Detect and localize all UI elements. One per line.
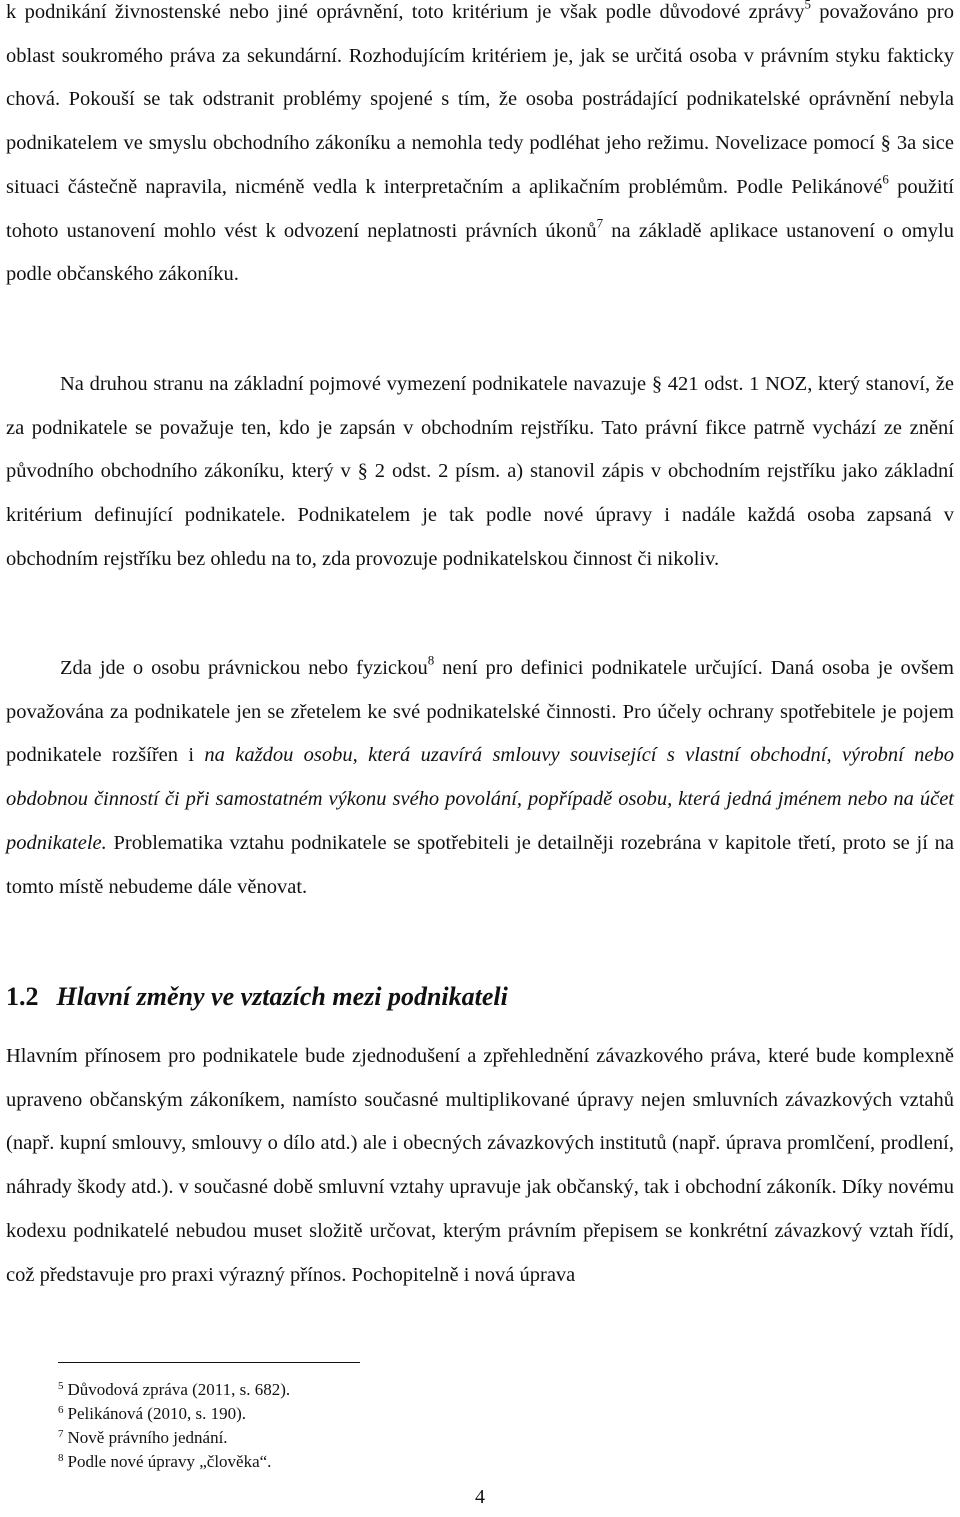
footnote-reference: 6 — [882, 171, 889, 187]
text-run: použití tohoto ustanovení mohlo vést k odvození neplatnosti právních úkonů — [6, 175, 955, 242]
text-run: Na druhou stranu na základní pojmové vymezení podnikatele navazuje § 421 odst. 1 NOZ, který stanoví, že za podnikatele se považuje ten, kdo je zapsán v obchodním rejstříku. Tato právní fikce patrně vychází ze znění původního obchodního zákoníku, který v § 2 odst. 2 písm. a) stanovil zápis v obchodním rejstříku jako základní kritérium definující podnikatele. Podnikatelem je tak podle nové úpravy i nadále každá osoba zapsaná v obchodním rejstříku bez ohledu na to, zda provozuje podnikatelskou činnost či nikoliv. — [6, 373, 954, 570]
text-run: na základě aplikace ustanovení o omylu podle občanského zákoníku. — [6, 219, 954, 286]
paragraph-2 — [6, 363, 954, 582]
footnote-reference: 8 — [427, 652, 435, 668]
footnote-text: Důvodová zpráva (2011, s. 682). — [67, 1380, 291, 1399]
paragraph-3 — [6, 647, 954, 909]
footnote-8 — [58, 1451, 271, 1472]
text-run: Hlavním přínosem pro podnikatele bude zjednodušení a zpřehlednění závazkového práva, které bude komplexně upraveno občanským zákoníkem, namísto současné multiplikované úpravy nejen smluvních závazkových vztahů (např. kupní smlouvy, smlouvy o dílo atd.) ale i obecných závazkových institutů (např. úprava promlčení, prodlení, náhrady škody atd.). v současné době smluvní vztahy upravuje jak občanský, tak i obchodní zákoník. Díky novému kodexu podnikatelé nebudou muset složitě určovat, kterým právním přepisem se konkrétní závazkový vztah řídí, což představuje pro praxi výrazný přínos. Pochopitelně i nová úprava — [6, 1045, 954, 1286]
footnote-separator — [58, 1362, 360, 1363]
text-run: Problematika vztahu podnikatele se spotřebiteli je detailněji rozebrána v kapitole třetí, proto se jí na tomto místě nebudeme dále věnovat. — [6, 831, 954, 898]
text-run: považováno pro oblast soukromého práva za sekundární. Rozhodujícím kritériem je, jak se určitá osoba v právním styku fakticky chová. Pokouší se tak odstranit problémy spojené s tím, že osoba postrádající podnikatelské oprávnění nebyla podnikatelem ve smyslu obchodního zákoníku a nemohla tedy podléhat jeho režimu. Novelizace pomocí § 3a sice situaci částečně napravila, nicméně vedla k interpretačním a aplikačním problémům. Podle Pelikánové — [6, 1, 954, 198]
footnote-number: 6 — [58, 1403, 64, 1416]
italic-text: na každou osobu, která uzavírá smlouvy související s vlastní obchodní, výrobní nebo obdobnou činností či při samostatném výkonu svého povolání, popřípadě osobu, která jedná jménem nebo na účet podnikatele. — [6, 744, 955, 854]
text-run: k podnikání živnostenské nebo jiné oprávnění, toto kritérium je však podle důvodové zprávy — [6, 1, 805, 23]
footnote-6 — [58, 1403, 246, 1424]
text-run: Zda jde o osobu právnickou nebo fyzickou — [60, 657, 428, 679]
footnote-reference: 5 — [804, 0, 811, 12]
footnote-number: 8 — [58, 1451, 64, 1464]
footnote-reference: 7 — [596, 214, 604, 230]
footnote-text: Pelikánová (2010, s. 190). — [67, 1404, 246, 1423]
page-number: 4 — [475, 1486, 485, 1508]
section-heading — [6, 982, 954, 1012]
paragraph-1 — [6, 0, 954, 297]
section-title: Hlavní změny ve vztazích mezi podnikateli — [56, 982, 508, 1011]
paragraph-4 — [6, 1035, 954, 1297]
footnote-7 — [58, 1427, 228, 1448]
footnote-number: 5 — [58, 1379, 64, 1392]
footnote-5 — [58, 1379, 290, 1400]
footnote-text: Podle nové úpravy „člověka“. — [67, 1452, 272, 1471]
section-number: 1.2 — [6, 982, 39, 1011]
footnote-text: Nově právního jednání. — [67, 1428, 228, 1447]
text-run: není pro definici podnikatele určující. Daná osoba je ovšem považována za podnikatele jen se zřetelem ke své podnikatelské činnosti. Pro účely ochrany spotřebitele je pojem podnikatele rozšířen i — [6, 657, 955, 767]
footnote-number: 7 — [58, 1427, 64, 1440]
